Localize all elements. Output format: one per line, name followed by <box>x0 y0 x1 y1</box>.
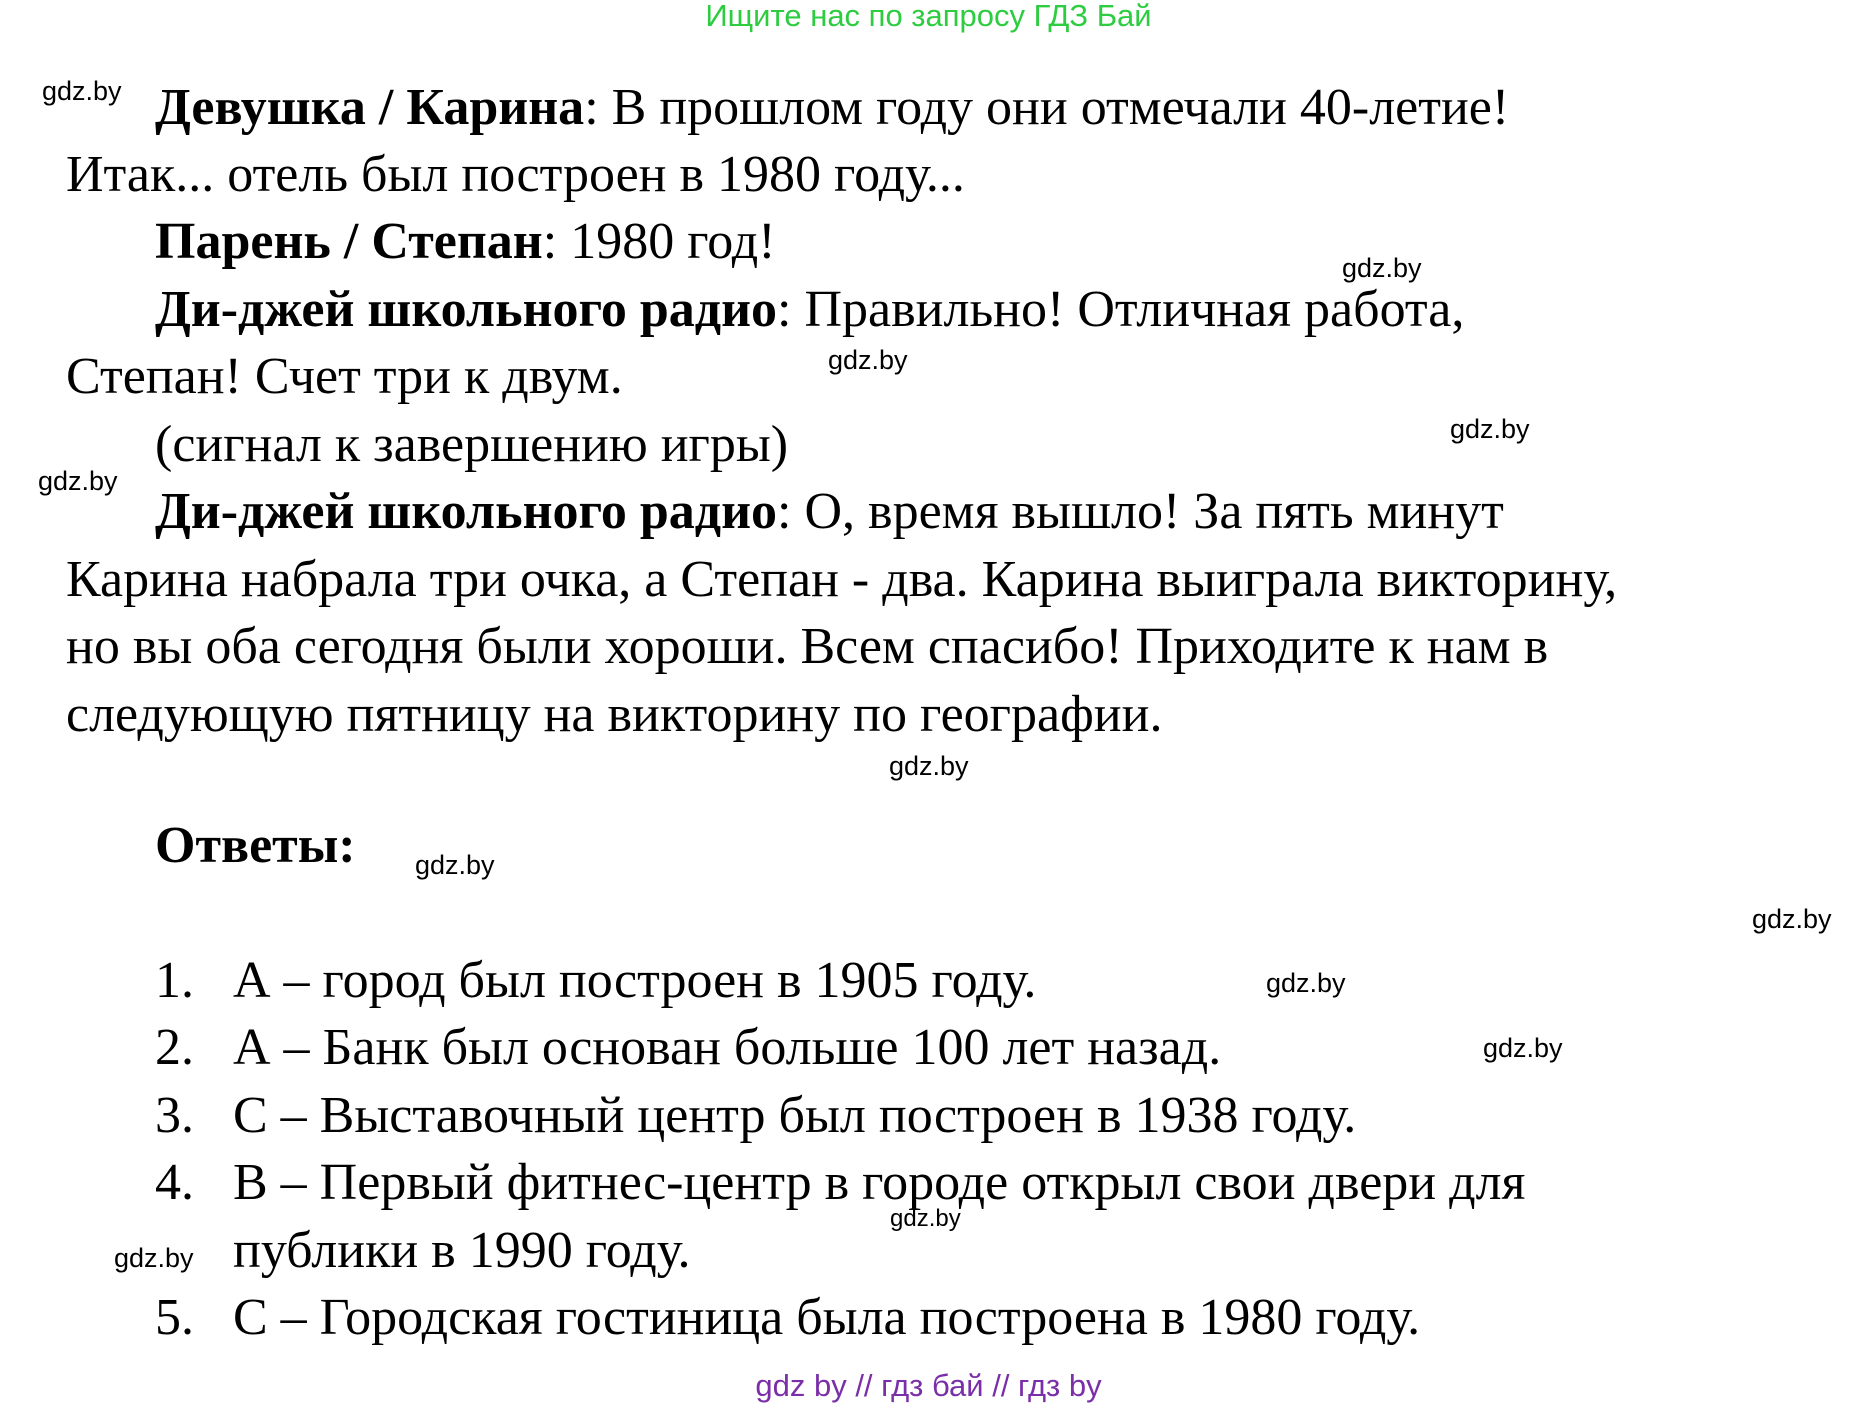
watermark: gdz.by <box>38 466 118 496</box>
answer-item <box>155 1087 1357 1144</box>
speaker-name: Ди-джей школьного радио <box>155 483 778 540</box>
dialogue-line-3 <box>155 213 776 270</box>
dialogue-line-9: но вы оба сегодня были хороши. Всем спасибо! Приходите к нам в <box>66 618 1549 675</box>
watermark: gdz.by <box>1450 414 1530 444</box>
dialogue-line-4 <box>155 281 1465 338</box>
watermark: gdz.by <box>415 850 495 880</box>
speaker-name: Парень / Степан <box>155 213 543 270</box>
answer-number: 1. <box>155 952 194 1009</box>
dialogue-line-7 <box>155 483 1504 540</box>
answer-continuation: публики в 1990 году. <box>233 1222 691 1279</box>
answer-text: С – Городская гостиница была построена в 1980 году. <box>233 1289 1421 1346</box>
answer-item <box>155 1019 1222 1076</box>
answer-text: А – Банк был основан больше 100 лет назад. <box>233 1019 1222 1076</box>
speech-text: : 1980 год! <box>542 213 776 270</box>
footer-links: gdz by // гдз бай // гдз by <box>755 1368 1102 1403</box>
watermark: gdz.by <box>1342 253 1422 283</box>
stage-direction: (сигнал к завершению игры) <box>155 416 789 473</box>
watermark: gdz.by <box>1266 968 1346 998</box>
watermark: gdz.by <box>1752 904 1832 934</box>
watermark: gdz.by <box>828 345 908 375</box>
answer-number: 2. <box>155 1019 194 1076</box>
answer-item <box>155 1289 1421 1346</box>
watermark: gdz.by <box>114 1243 194 1273</box>
watermark: gdz.by <box>889 751 969 781</box>
answer-number: 3. <box>155 1087 194 1144</box>
speech-text: : В прошлом году они отмечали 40-летие! <box>584 79 1510 136</box>
speech-text: : Правильно! Отличная работа, <box>777 281 1465 338</box>
answer-number: 4. <box>155 1154 194 1211</box>
dialogue-line-2: Итак... отель был построен в 1980 году... <box>66 146 965 203</box>
answer-text: В – Первый фитнес-центр в городе открыл свои двери для <box>233 1154 1526 1211</box>
speaker-name: Девушка / Карина <box>155 79 585 136</box>
dialogue-line-5: Степан! Счет три к двум. <box>66 348 623 405</box>
answers-heading: Ответы: <box>155 817 356 874</box>
answer-number: 5. <box>155 1289 194 1346</box>
dialogue-line-10: следующую пятницу на викторину по географии. <box>66 686 1163 743</box>
speech-text: : О, время вышло! За пять минут <box>777 483 1504 540</box>
answer-item <box>155 952 1037 1009</box>
answer-text: С – Выставочный центр был построен в 1938 году. <box>233 1087 1357 1144</box>
search-banner: Ищите нас по запросу ГДЗ Бай <box>705 0 1152 33</box>
answer-text: А – город был построен в 1905 году. <box>233 952 1037 1009</box>
answer-item <box>155 1154 1526 1211</box>
dialogue-line-8: Карина набрала три очка, а Степан - два. Карина выиграла викторину, <box>66 551 1618 608</box>
watermark: gdz.by <box>1483 1033 1563 1063</box>
watermark: gdz.by <box>42 76 122 106</box>
dialogue-line-1 <box>155 79 1510 136</box>
watermark: gdz.by <box>890 1205 961 1232</box>
speaker-name: Ди-джей школьного радио <box>155 281 778 338</box>
